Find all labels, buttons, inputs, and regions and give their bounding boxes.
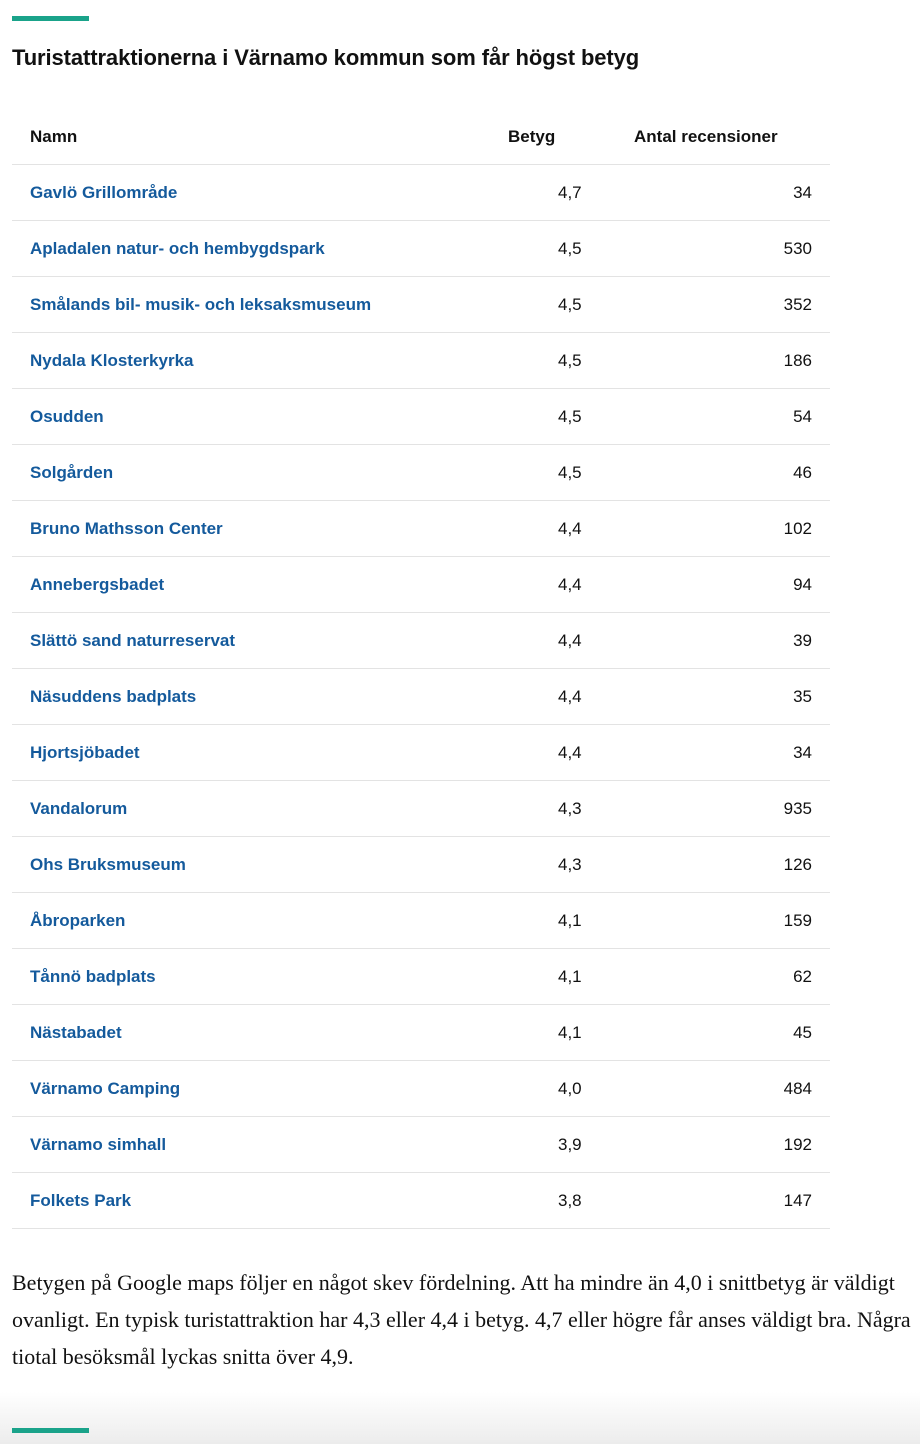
place-link[interactable]: Folkets Park: [30, 1190, 132, 1210]
rating-value: 4,4: [558, 742, 582, 762]
attractions-table: [12, 109, 830, 1229]
rating-cell: [508, 1061, 618, 1117]
name-cell: [12, 781, 508, 837]
reviews-cell: 102: [618, 501, 830, 557]
table-row: [12, 781, 830, 837]
rating-value: 4,1: [558, 910, 582, 930]
rating-cell: [508, 669, 618, 725]
table-row: [12, 501, 830, 557]
table-row: [12, 1173, 830, 1229]
name-cell: [12, 501, 508, 557]
table-row: [12, 221, 830, 277]
rating-value: 4,4: [558, 574, 582, 594]
rating-value: 4,5: [558, 294, 582, 314]
reviews-cell: 45: [618, 1005, 830, 1061]
name-cell: [12, 669, 508, 725]
table-row: [12, 277, 830, 333]
name-cell: [12, 1061, 508, 1117]
accent-bar-bottom: [12, 1428, 89, 1433]
table-row: [12, 333, 830, 389]
reviews-cell: 159: [618, 893, 830, 949]
bottom-fade: [0, 1392, 920, 1444]
reviews-cell: 352: [618, 277, 830, 333]
table-row: [12, 613, 830, 669]
rating-value: 3,9: [558, 1134, 582, 1154]
table-row: [12, 893, 830, 949]
accent-bar-top: [12, 16, 89, 21]
rating-cell: [508, 165, 618, 221]
rating-value: 4,5: [558, 406, 582, 426]
table-row: [12, 1061, 830, 1117]
place-link[interactable]: Osudden: [30, 406, 104, 426]
name-cell: [12, 1173, 508, 1229]
name-cell: [12, 445, 508, 501]
rating-value: 4,0: [558, 1078, 582, 1098]
rating-cell: [508, 837, 618, 893]
rating-cell: [508, 781, 618, 837]
table-header-row: [12, 109, 830, 165]
name-cell: [12, 725, 508, 781]
rating-cell: [508, 389, 618, 445]
reviews-cell: 35: [618, 669, 830, 725]
table-row: [12, 389, 830, 445]
rating-value: 3,8: [558, 1190, 582, 1210]
reviews-cell: 192: [618, 1117, 830, 1173]
place-link[interactable]: Annebergsbadet: [30, 574, 165, 594]
name-cell: [12, 1117, 508, 1173]
rating-value: 4,5: [558, 462, 582, 482]
rating-value: 4,3: [558, 854, 582, 874]
place-link[interactable]: Värnamo simhall: [30, 1134, 167, 1154]
rating-value: 4,1: [558, 966, 582, 986]
rating-cell: [508, 501, 618, 557]
reviews-cell: 530: [618, 221, 830, 277]
table-row: [12, 445, 830, 501]
place-link[interactable]: Solgården: [30, 462, 114, 482]
place-link[interactable]: Gavlö Grillområde: [30, 182, 178, 202]
rating-cell: [508, 333, 618, 389]
place-link[interactable]: Nydala Klosterkyrka: [30, 350, 194, 370]
name-cell: [12, 333, 508, 389]
rating-cell: [508, 221, 618, 277]
reviews-cell: 126: [618, 837, 830, 893]
table-row: [12, 1005, 830, 1061]
reviews-cell: 935: [618, 781, 830, 837]
place-link[interactable]: Nästabadet: [30, 1022, 122, 1042]
body-paragraph: Betygen på Google maps följer en något skev fördelning. Att ha mindre än 4,0 i snittbetyg är väldigt ovanligt. En typisk turistattraktion har 4,3 eller 4,4 i betyg. 4,7 eller högre får anses väldigt bra. Några tiotal besöksmål lyckas snitta över 4,9.: [12, 1270, 911, 1369]
table-row: [12, 669, 830, 725]
table-title: Turistattraktionerna i Värnamo kommun som får högst betyg: [12, 45, 640, 70]
table-body: [12, 165, 830, 1229]
name-cell: [12, 557, 508, 613]
rating-cell: [508, 445, 618, 501]
name-cell: [12, 613, 508, 669]
reviews-cell: 34: [618, 165, 830, 221]
rating-value: 4,5: [558, 238, 582, 258]
name-cell: [12, 221, 508, 277]
place-link[interactable]: Hjortsjöbadet: [30, 742, 140, 762]
rating-cell: [508, 1173, 618, 1229]
rating-cell: [508, 613, 618, 669]
place-link[interactable]: Tånnö badplats: [30, 966, 156, 986]
rating-value: 4,4: [558, 630, 582, 650]
place-link[interactable]: Apladalen natur- och hembygdspark: [30, 238, 325, 258]
reviews-cell: 186: [618, 333, 830, 389]
rating-cell: [508, 725, 618, 781]
table-row: [12, 725, 830, 781]
place-link[interactable]: Näsuddens badplats: [30, 686, 197, 706]
rating-value: 4,4: [558, 518, 582, 538]
reviews-cell: 54: [618, 389, 830, 445]
header-reviews: Antal recensioner: [618, 109, 830, 165]
name-cell: [12, 949, 508, 1005]
name-cell: [12, 165, 508, 221]
reviews-cell: 147: [618, 1173, 830, 1229]
rating-cell: [508, 277, 618, 333]
table-row: [12, 949, 830, 1005]
header-name: Namn: [12, 109, 508, 165]
reviews-cell: 39: [618, 613, 830, 669]
rating-value: 4,5: [558, 350, 582, 370]
name-cell: [12, 1005, 508, 1061]
reviews-cell: 34: [618, 725, 830, 781]
table-row: [12, 165, 830, 221]
rating-cell: [508, 1117, 618, 1173]
rating-cell: [508, 1005, 618, 1061]
name-cell: [12, 389, 508, 445]
reviews-cell: 94: [618, 557, 830, 613]
place-link[interactable]: Ohs Bruksmuseum: [30, 854, 186, 874]
place-link[interactable]: Åbroparken: [30, 910, 126, 930]
rating-cell: [508, 949, 618, 1005]
place-link[interactable]: Smålands bil- musik- och leksaksmuseum: [30, 294, 372, 314]
name-cell: [12, 837, 508, 893]
place-link[interactable]: Slättö sand naturreservat: [30, 630, 236, 650]
place-link[interactable]: Värnamo Camping: [30, 1078, 181, 1098]
rating-value: 4,3: [558, 798, 582, 818]
header-rating: Betyg: [508, 109, 618, 165]
table-row: [12, 557, 830, 613]
rating-cell: [508, 557, 618, 613]
rating-cell: [508, 893, 618, 949]
name-cell: [12, 277, 508, 333]
table-row: [12, 1117, 830, 1173]
reviews-cell: 62: [618, 949, 830, 1005]
reviews-cell: 484: [618, 1061, 830, 1117]
place-link[interactable]: Vandalorum: [30, 798, 128, 818]
reviews-cell: 46: [618, 445, 830, 501]
place-link[interactable]: Bruno Mathsson Center: [30, 518, 223, 538]
rating-value: 4,1: [558, 1022, 582, 1042]
table-row: [12, 837, 830, 893]
rating-value: 4,7: [558, 182, 582, 202]
rating-value: 4,4: [558, 686, 582, 706]
name-cell: [12, 893, 508, 949]
